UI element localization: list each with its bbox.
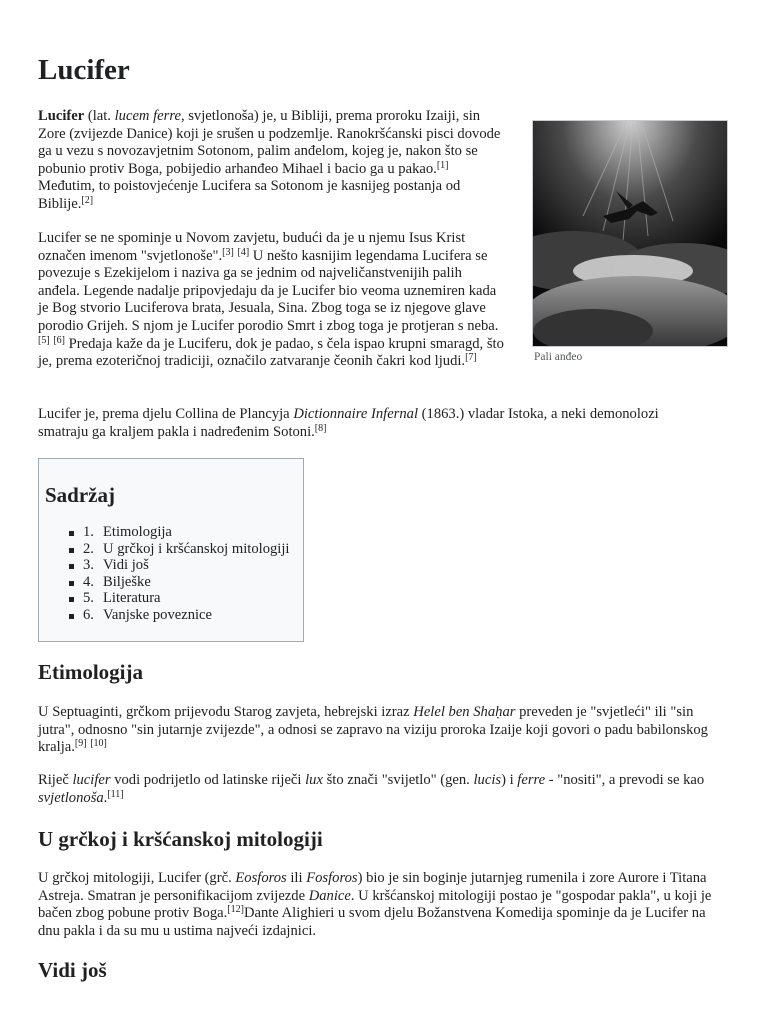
toc-item[interactable]	[69, 541, 289, 558]
section-heading-mitologija: U grčkoj i kršćanskoj mitologiji	[38, 827, 323, 851]
text: Riječ	[38, 772, 73, 788]
toc-number: 5.	[83, 590, 94, 606]
text: Lucifer je, prema djelu Collina de Plancyja	[38, 406, 294, 422]
text: ) i	[501, 772, 518, 788]
toc-list	[69, 524, 289, 623]
toc-number: 1.	[83, 524, 94, 540]
reference-link[interactable]: [3]	[222, 246, 234, 258]
toc-label: U grčkoj i kršćanskoj mitologiji	[103, 540, 290, 557]
reference-link[interactable]: [6]	[53, 334, 65, 346]
table-of-contents	[38, 458, 304, 642]
text: Lucifer se ne spominje u Novom zavjetu, budući da je u njemu Isus Krist označen imenom "svjetlonoše".	[38, 230, 466, 264]
italic-term: lucem ferre	[114, 108, 181, 124]
italic-term: Helel ben Shaḥar	[413, 704, 516, 720]
figure-caption: Pali anđeo	[534, 351, 583, 363]
toc-item[interactable]	[69, 524, 289, 541]
reference-link[interactable]: [12]	[227, 904, 244, 916]
text: U nešto kasnijim legendama Lucifera se povezuje s Ezekijelom i naziva ga se jednim od najveličanstvenijih palih anđela. Legende nadalje pripovjedaju da je Lucifer bio veoma uznemiren kada je Bog stvorio Luciferova brata, Jesuala, Sina. Zbog toga se iz njegove glave porodio Grijeh. S njom je Lucifer porodio Smrt i zbog toga je protjeran s neba.	[38, 247, 499, 334]
text: (lat.	[84, 108, 115, 124]
text: .	[103, 789, 108, 806]
toc-label: Vanjske poveznice	[103, 606, 213, 623]
toc-title: Sadržaj	[45, 483, 115, 507]
reference-link[interactable]: [7]	[465, 352, 477, 364]
fallen-angel-illustration	[533, 121, 727, 346]
italic-term: svjetlonoša	[38, 789, 104, 806]
intro-paragraph-1	[38, 108, 504, 214]
toc-item[interactable]	[69, 607, 289, 624]
reference-link[interactable]: [2]	[81, 194, 94, 206]
text: U grčkoj mitologiji, Lucifer (grč.	[38, 870, 236, 886]
intro-paragraph-2	[38, 230, 506, 371]
text: - "nositi", a prevodi se kao	[545, 772, 705, 788]
reference-link[interactable]: [1]	[436, 159, 449, 171]
italic-term: lucifer	[72, 772, 111, 788]
section-heading-vidi-jos: Vidi još	[38, 958, 107, 982]
italic-term: ferre	[517, 772, 546, 788]
text: U Septuaginti, grčkom prijevodu Starog zavjeta, hebrejski izraz	[38, 704, 414, 720]
reference-link[interactable]: [8]	[314, 422, 327, 434]
toc-number: 4.	[83, 573, 94, 590]
mythology-paragraph	[38, 870, 722, 940]
text: , svjetlonoša) je, u Bibliji, prema proroku Izaiji, sin Zore (zvijezde Danice) koji je srušen u podzemlje. Ranokršćanski pisci dovode ga u vezu s novozavjetnim Sotonom, palim anđelom, kojeg je, nakon što se pobunio protiv Boga, pobijedio arhanđeo Mihael i bacio ga u pakao.	[38, 108, 501, 177]
section-heading-etimologija: Etimologija	[38, 660, 143, 684]
reference-link[interactable]: [11]	[107, 788, 124, 800]
text: Predaja kaže da je Luciferu, dok je padao, s čela ispao krupni smaragd, što je, prema ezoteričnoj tradiciji, označilo zatvaranje čeonih čakri kod ljudi.	[38, 335, 504, 370]
italic-term: Danice	[308, 887, 351, 904]
toc-label: Etimologija	[103, 524, 172, 540]
toc-item[interactable]	[69, 590, 289, 607]
page-title: Lucifer	[38, 54, 130, 86]
fallen-angel-image[interactable]	[532, 120, 728, 347]
reference-link[interactable]: [10]	[90, 738, 107, 750]
toc-label: Literatura	[103, 590, 161, 606]
italic-term: Eosforos	[235, 870, 287, 886]
text: preveden je "svjetleći" ili "sin jutra", odnosno "sin jutarnje zvijezde", a odnosi se zapravo na viziju proroka Izaije koji govori o padu babilonskog kralja.	[38, 704, 708, 756]
text: što znači "svijetlo" (gen.	[322, 772, 474, 788]
reference-link[interactable]: [9]	[74, 738, 87, 750]
toc-item[interactable]	[69, 557, 289, 574]
text: Dante Alighieri u svom djelu Božanstvena Komedija spominje da je Lucifer na dnu pakla i da su mu u ustima najveći izdajnici.	[38, 905, 706, 939]
toc-number: 2.	[83, 540, 94, 557]
text: (1863.) vladar Istoka, a neki demonolozi smatraju ga kraljem pakla i nadređenim Sotoni.	[38, 406, 659, 440]
italic-term: lucis	[473, 772, 502, 788]
lead-term: Lucifer	[38, 108, 85, 124]
text: ) bio je sin boginje jutarnjeg rumenila i zore Aurore i Titana Astreja. Smatran je personifikacijom zvijezde	[38, 870, 707, 904]
toc-number: 3.	[83, 557, 94, 573]
reference-link[interactable]: [4]	[237, 246, 250, 258]
text: . U kršćanskoj mitologiji postao je "gospodar pakla", u koji je bačen zbog pobune protiv Boga.	[38, 887, 712, 922]
italic-term: Fosforos	[306, 870, 358, 886]
italic-term: lux	[305, 772, 323, 788]
text: Međutim, to poistovjećenje Lucifera sa Sotonom je kasnijeg postanja od Biblije.	[38, 178, 461, 212]
text: ili	[286, 870, 307, 886]
intro-paragraph-3	[38, 406, 708, 441]
toc-label: Vidi još	[103, 557, 149, 573]
italic-term: Dictionnaire Infernal	[293, 406, 419, 422]
toc-number: 6.	[83, 606, 94, 623]
toc-label: Bilješke	[103, 573, 151, 590]
etymology-paragraph-1	[38, 704, 718, 757]
text: vodi podrijetlo od latinske riječi	[110, 772, 306, 788]
reference-link[interactable]: [5]	[38, 334, 50, 346]
figure-fallen-angel	[532, 120, 728, 363]
etymology-paragraph-2	[38, 772, 728, 807]
toc-item[interactable]	[69, 574, 289, 591]
